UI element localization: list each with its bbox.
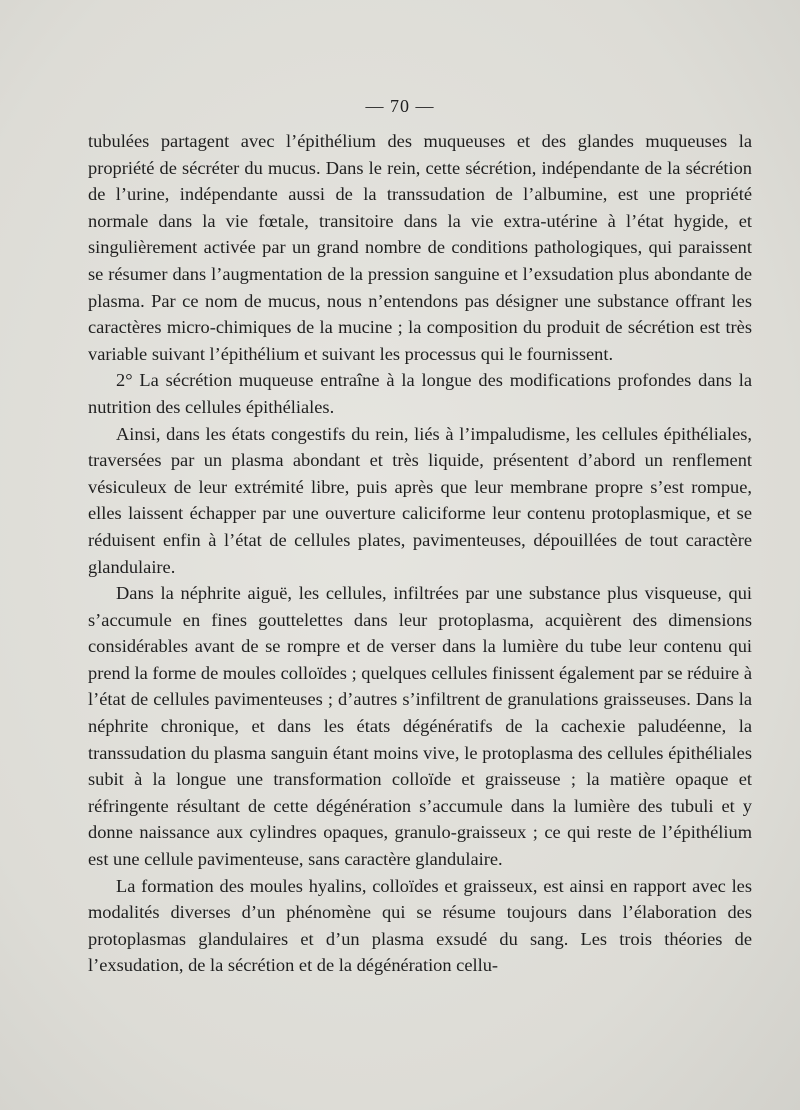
paragraph-5: La formation des moules hyalins, colloïdes et graisseux, est ainsi en rapport avec les modalités diverses d’un phénomène qui se résume toujours dans l’élaboration des protoplasmas glandulaires et d’un plasma exsudé du sang. Les trois théories de l’exsudation, de la sécrétion et de la dégénération cellu- [88,875,752,976]
paragraph-2: 2° La sécrétion muqueuse entraîne à la longue des modifications profondes dans la nutrition des cellules épithéliales. [88,370,752,417]
paragraph-1: tubulées partagent avec l’épithélium des muqueuses et des glandes muqueuses la propriété de sécréter du mucus. Dans le rein, cette sécrétion, indépendante de la sécrétion de l’urine, indépendante aussi de la transsudation de l’albumine, est une propriété normale dans la vie fœtale, transitoire dans la vie extra-utérine à l’état hygide, et singulièrement activée par un grand nombre de conditions pathologiques, qui paraissent se résumer dans l’augmentation de la pression sanguine et l’exsudation plus abondante de plasma. Par ce nom de mucus, nous n’entendons pas désigner une substance offrant les caractères micro-chimiques de la mucine ; la composition du produit de sécrétion est très variable suivant l’épithélium et suivant les processus qui le fournissent. [88,131,752,364]
paragraph-4: Dans la néphrite aiguë, les cellules, infiltrées par une substance plus visqueuse, qui s’accumule en fines gouttelettes dans leur protoplasma, acquièrent des dimensions considérables avant de se rompre et de verser dans la lumière du tube leur contenu qui prend la forme de moules colloïdes ; quelques cellules finissent également par se réduire à l’état de cellules pavimenteuses ; d’autres s’infiltrent de granulations graisseuses. Dans la néphrite chronique, et dans les états dégénératifs de la cachexie paludéenne, la transsudation du plasma sanguin étant moins vive, le protoplasma des cellules épithéliales subit à la longue une transformation colloïde et graisseuse ; la matière opaque et réfringente résultant de cette dégénération s’accumule dans la lumière des tubuli et y donne naissance aux cylindres opaques, granulo-graisseux ; ce qui reste de l’épithélium est une cellule pavimenteuse, sans caractère glandulaire. [88,583,752,870]
page-number: — 70 — [365,96,435,116]
paragraph-3: Ainsi, dans les états congestifs du rein, liés à l’impaludisme, les cellules épithéliales, traversées par un plasma abondant et très liquide, présentent d’abord un renflement vésiculeux de leur extrémité libre, puis après que leur membrane propre s’est rompue, elles laissent échapper par une ouverture caliciforme leur contenu protoplasmique, et se réduisent enfin à l’état de cellules plates, pavimenteuses, dépouillées de tout caractère glandulaire. [88,423,752,577]
body-text [88,128,752,979]
